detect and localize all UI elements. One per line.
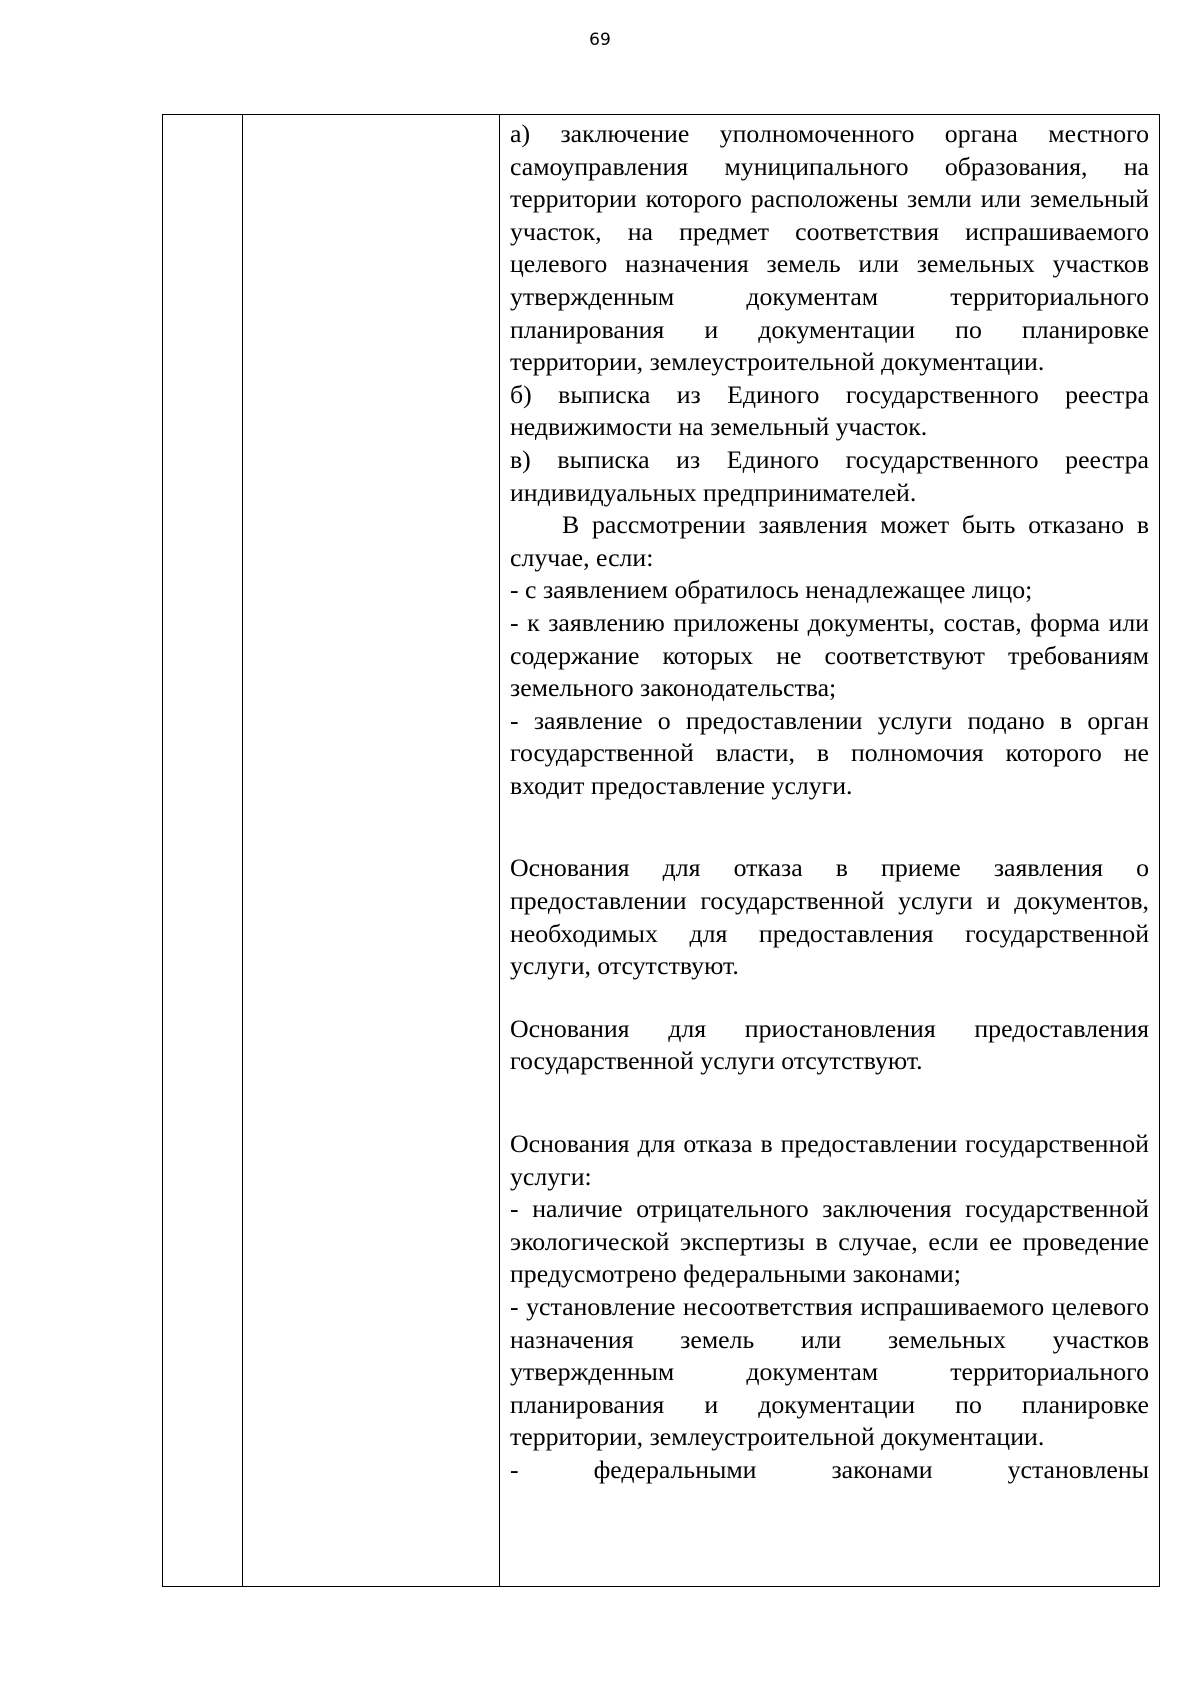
paragraph-suspension-grounds: Основания для приостановления предоставления государственной услуги отсутствуют. <box>510 1013 1149 1076</box>
list-item-negative-expertise: - наличие отрицательного заключения государственной экологической экспертизы в случае, если ее проведение предусмотрено федеральными законами; <box>510 1194 1149 1289</box>
list-item-documents-mismatch: - к заявлению приложены документы, состав, форма или содержание которых не соответствуют требованиям земельного законодательства; <box>510 607 1149 703</box>
page-number: 69 <box>589 30 611 50</box>
table-cell-content <box>510 118 1149 1487</box>
paragraph-egrip-extract: в) выписка из Единого государственного реестра индивидуальных предпринимателей. <box>510 444 1149 507</box>
document-table <box>162 114 1160 1587</box>
column-divider-1 <box>242 115 243 1586</box>
list-item-wrong-authority: - заявление о предоставлении услуги подано в орган государственной власти, в полномочия которого не входит предоставление услуги. <box>510 705 1149 800</box>
list-item-purpose-mismatch: - установление несоответствия испрашиваемого целевого назначения земель или земельных участков утвержденным документам территориального планирования и документации по планировке территории, землеустроительной документации. <box>510 1292 1149 1452</box>
column-divider-2 <box>499 115 500 1586</box>
paragraph-service-refusal-grounds: Основания для отказа в предоставлении государственной услуги: <box>510 1129 1149 1191</box>
paragraph-egrn-extract: б) выписка из Единого государственного реестра недвижимости на земельный участок. <box>510 379 1149 442</box>
paragraph-refusal-intro: В рассмотрении заявления может быть отказано в случае, если: <box>510 510 1149 572</box>
paragraph-conclusion: а) заключение уполномоченного органа местного самоуправления муниципального образования, на территории которого расположены земли или земельный участок, на предмет соответствия испрашиваемого целевого назначения земель или земельных участков утвержденным документам территориального планирования и документации по планировке территории, землеустроительной документации. <box>510 119 1149 377</box>
list-item-improper-person: - с заявлением обратилось ненадлежащее лицо; <box>510 575 1033 605</box>
paragraph-acceptance-refusal-grounds: Основания для отказа в приеме заявления о предоставлении государственной услуги и документов, необходимых для предоставления государственной услуги, отсутствуют. <box>510 853 1149 981</box>
list-item-federal-laws: - федеральными законами установлены <box>510 1454 1149 1484</box>
